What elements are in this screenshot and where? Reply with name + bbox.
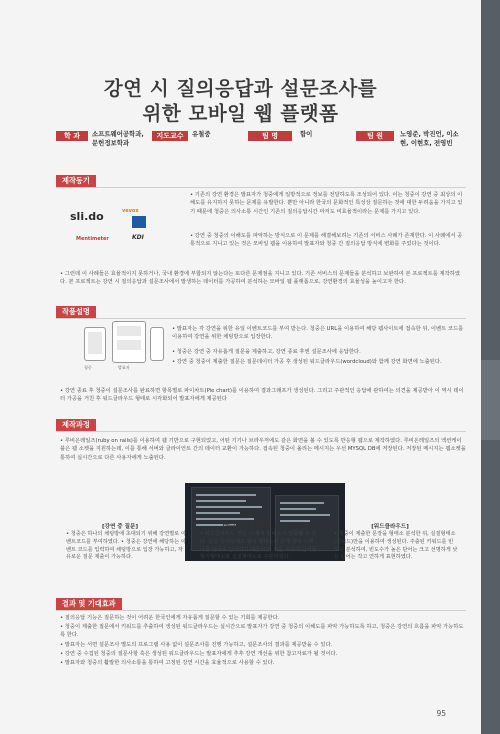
section-divider: [56, 610, 466, 611]
diagram-label: 발표자: [118, 365, 130, 370]
column-text-morpheme: • 워드클라우드 생성 시 형식 형태소가 검출될 수 있다. 같은 단어임에도 형식 형태소의 존재 양식 아래 다른 단어로 인식되기 때문이다. 이를 위하여 단어를 형식형태소와 실질형태소로 구분하였다.: [200, 531, 317, 561]
results-bullet-4: • 강연 중 수집된 청중의 질문사항 혹은 생성된 워드클라우드는 발표자에게 추후 강연 개선을 위한 참고자료가 될 것이다.: [60, 651, 338, 657]
sidebar-accent: [481, 360, 500, 440]
design-bullet-3: • 강연 중 청중이 제출한 질문은 질문데이터 가공 후 생성된 워드클라우드(wordcloud)와 함께 강연 화면에 노출된다.: [172, 359, 442, 365]
motivation-summary: • 그런데 이 사례들은 효율적이지 못하거나, 국내 환경에 부합되지 않는다는 또다른 문제점을 지니고 있다. 기존 서비스의 문제들을 분석하고 보완하여 본 프로젝트를 제작하였다. 본 프로젝트는 강연 시 질의응답과 설문조사에서 발생하는 데이터를 가공하여 분석하는 모바일 웹 플랫폼으로, 강연환경의 효율성을 높이고자 한다.: [60, 271, 461, 286]
section-tag-design: 작품설명: [56, 306, 96, 318]
section-tag-motivation: 제작동기: [56, 175, 96, 187]
info-bar: [56, 130, 466, 155]
column-text-wordcloud: • 청중이 제출한 문장을 형태소 분석한 뒤, 실질형태소(키워드)만을 이용하여 생성된다. 주출된 키워드를 빈도수 분석하여, 빈도수가 높은 단어는 크고 선명하게 낮은 단어는 작고 연하게 표현하였다.: [334, 531, 458, 561]
page-number: 95: [436, 709, 446, 718]
page-title: [0, 76, 481, 126]
logo-kdi: KDI: [132, 234, 144, 241]
info-advisor: [152, 130, 232, 155]
results-bullet-5: • 발표자와 청중의 활발한 의사소통을 통하여 고정된 강연 시간을 효율적으로 사용할 수 있다.: [60, 660, 275, 666]
logo-vevox: vevox: [122, 208, 139, 214]
info-label: 팀 명: [248, 131, 292, 141]
process-bullet-1: • 루비온레일즈(ruby on rails)를 이용하여 웹 기반으로 구현되었고, 어떤 기기나 브라우저에도 같은 화면을 볼 수 있도록 반응형 웹으로 제작하였다. 루비온레일즈의 액션케이블은 웹 소켓을 지원하는데, 이를 통해 서버와 클라이언트 간의 데이터 교환이 가능하다. 접속된 청중이 올리는 메시지는 우선 MYSQL DB에 저장된다. 저장된 메시지는 웹소켓을 통하여 실시간으로 다른 사용자에게 노출된다.: [60, 438, 466, 461]
results-bullet-2: • 청중이 제출한 질문에서 키워드를 추출하여 생성된 워드클라우드는 실시간으로 발표자가 강연 중 청중의 이해도를 파악 가능하도록 하고, 청중은 강연의 흐름을 파악 가능하도록 한다.: [60, 624, 464, 639]
audience-phone-icon: [84, 327, 106, 361]
system-diagram: [84, 321, 164, 377]
column-caption: [한국어 문장 형태소 분석]: [222, 524, 288, 530]
results-bullet-1: • 질의응답 기능은 질문하는 것이 어려운 한국인에게 자유롭게 질문할 수 있는 기회를 제공한다.: [60, 615, 280, 621]
logo-square-icon: [132, 216, 146, 228]
design-bullet-1: • 발표자는 각 강연을 위한 유일 이벤트코드를 부여 받는다. 청중은 URL을 이용하여 해당 웹사이트에 접속한 뒤, 이벤트 코드를 이용하여 강연을 위한 채팅방으로 입장한다.: [172, 326, 464, 341]
service-logos: [70, 196, 165, 256]
device-icon: [150, 327, 164, 361]
column-caption: [워드클라우드]: [371, 524, 409, 530]
info-label: 학 과: [56, 131, 88, 141]
info-value: 소프트웨어공학과, 문헌정보학과: [92, 130, 144, 147]
design-bullet-2: • 청중은 강연 중 자유롭게 질문을 제출하고, 강연 종료 후엔 설문조사에 응답한다.: [172, 349, 361, 355]
section-tag-process: 제작과정: [56, 419, 96, 431]
info-label: 지도교수: [152, 131, 188, 141]
info-value: 함이: [300, 130, 313, 138]
design-summary: • 강연 종료 후 청중이 설문조사를 완료하면 항목별로 파이차트(Pie chart)를 이용하여 결과그래프가 생성된다. 그리고 주관적인 응답에 관하여는 의견을 제공받아 이 역시 데이터 가공을 거친 후 워드클라우드 형태로 시각화되어 발표자에게 제공된다: [60, 388, 464, 403]
diagram-label: 청중: [84, 365, 92, 370]
section-divider: [56, 187, 466, 188]
info-department: [56, 130, 146, 155]
info-team: [248, 130, 328, 155]
info-label: 팀 원: [356, 131, 394, 141]
motivation-bullet-1: • 기존의 강연 환경은 발표자가 청중에게 일방적으로 정보를 전달하도록 조성되어 있다. 이는 청중이 강연 중 최상의 이해도를 유지하지 못하는 문제를 유발한다. 뿐만 아니라 한국의 문화적인 특성상 질문하는 것에 대한 두려움을 가지고 있기 때문에 청중은 의사소통 시간인 기존의 질의응답시간 마저도 비효율적이라는 문제를 가지고 있다.: [190, 192, 463, 215]
section-divider: [56, 431, 466, 432]
logo-mentimeter: Mentimeter: [76, 236, 109, 242]
title-line-2: 위한 모바일 웹 플랫폼: [142, 102, 339, 125]
title-line-1: 강연 시 질의응답과 설문조사를: [103, 77, 378, 100]
column-caption: [강연 중 질문]: [101, 524, 139, 530]
presenter-screen-icon: [112, 321, 146, 363]
info-value: 노영준, 박진언, 이소현, 이현호, 전영빈: [400, 130, 459, 147]
section-divider: [56, 318, 466, 319]
column-text-questions: • 청중은 하나의 채팅방에 초대되기 위해 강연별로 이벤트코드를 부여하였다. • 청중은 강연에 해당하는 이벤트 코드를 입력하여 채팅방으로 입장 가능하고, 자유로운 질문 제출이 가능하다.: [66, 531, 186, 561]
info-members: [356, 130, 466, 155]
logo-slido: sli.do: [70, 210, 104, 223]
results-bullet-3: • 발표자는 서면 설문조사 별도의 프로그램 사용 없이 설문조사를 진행 가능하고, 설문조사의 결과를 제공받을 수 있다.: [60, 642, 333, 648]
info-value: 유철중: [192, 130, 211, 138]
section-tag-results: 결과 및 기대효과: [56, 598, 122, 610]
motivation-bullet-2: • 강연 중 청중의 이해도를 파악하는 방식으로 이 문제를 해결해보려는 기존의 서비스 사례가 존재한다. 이 사례에서 공통적으로 지니고 있는 것은 모바일 웹을 이용하여 발표자와 청중 간 질의응답 방식에 변화를 주었다는 것이다.: [190, 233, 463, 248]
